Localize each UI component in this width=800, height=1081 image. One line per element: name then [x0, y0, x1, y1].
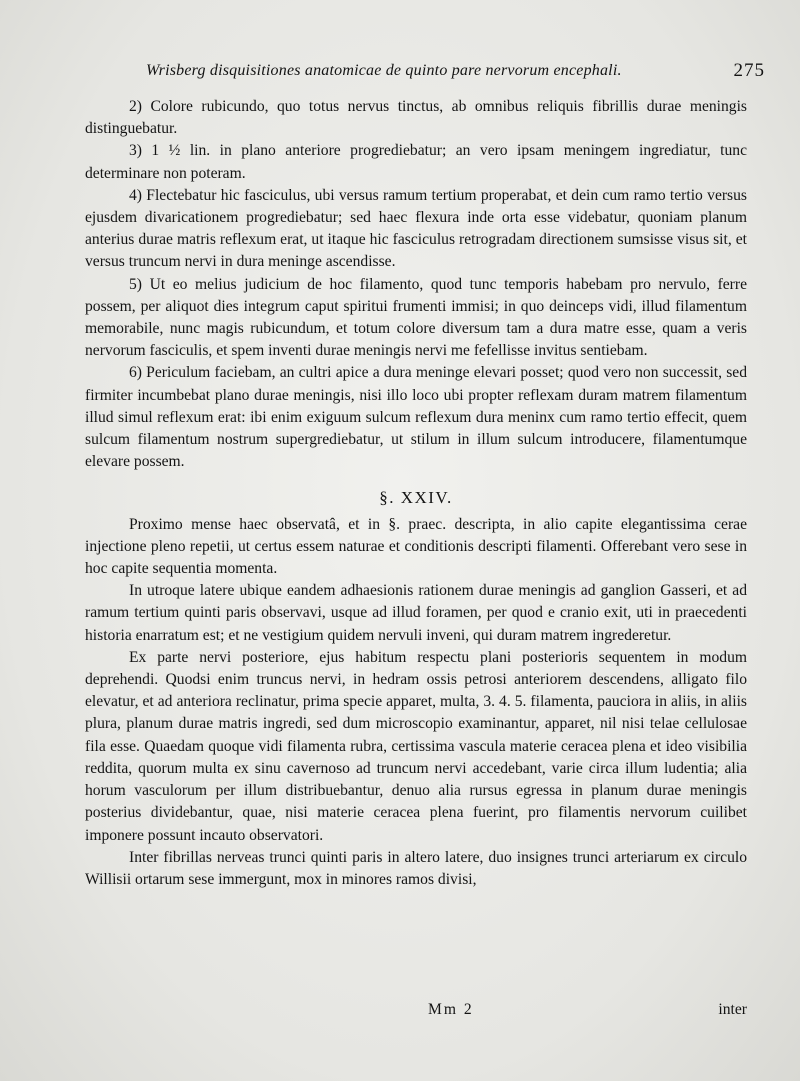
- paragraph-utroque: In utroque latere ubique eandem adhaesionis rationem durae meningis ad ganglion Gasseri, et ad ramum tertium quinti paris observavi, usque ad illud foramen, per quod e cranio exit, uti in praecedenti historia enarratum est; et ne vestigium quidem nervuli inveni, qui duram matrem ingrederetur.: [85, 582, 747, 644]
- paragraph-proximo: Proximo mense haec observatâ, et in §. praec. descripta, in alio capite elegantissima cerae injectione pleno repetii, ut certus essem naturae et conditionis descripti filamenti. Offerebant vero sese in hoc capite sequentia momenta.: [85, 515, 747, 578]
- paragraph-fibrillas: Inter fibrillas nerveas trunci quinti paris in altero latere, duo insignes trunci arteriarum ex circulo Willisii ortarum sese immergunt, mox in minores ramos divisi,: [85, 848, 747, 888]
- body-text: [85, 96, 747, 891]
- running-title: Wrisberg disquisitiones anatomicae de quinto pare nervorum encephali.: [146, 62, 622, 79]
- page-number: 275: [733, 60, 765, 81]
- signature-mark: Mm 2: [428, 1001, 474, 1018]
- catchword: inter: [718, 1001, 747, 1018]
- paragraph-3: 3) 1 ½ lin. in plano anteriore progrediebatur; an vero ipsam meningem ingrediatur, tunc determinare non poteram.: [85, 142, 747, 182]
- section-heading: §. XXIV.: [379, 488, 453, 508]
- paragraph-posteriore: Ex parte nervi posteriore, ejus habitum respectu plani posterioris sequentem in modum deprehendi. Quodsi enim truncus nervi, in hedram ossis petrosi anteriorem descendens, alligato filo elevatur, et ad anteriora reclinatur, prima specie apparet, multa, 3. 4. 5. filamenta, pauciora in aliis, in aliis plura, planum durae matris ingredi, sed dum microscopio examinantur, apparet, nil nisi telae cellulosae fila esse. Quaedam quoque vidi filamenta rubra, certissima vascula materie ceracea plena et ideo visibilia reddita, quorum multa ex sinu cavernoso ad truncum nervi accedebant, varie circa illum ludentia; alia horum vasculorum per illum distribuebantur, denuo alia rursus egressa in planum durae meningis posterius dividebantur, quae, nisi materie ceracea plena fuerint, pro filamentis nervorum cuilibet imponere possunt incauto observatori.: [85, 648, 747, 844]
- page-footer: [85, 1001, 747, 1023]
- paragraph-4: 4) Flectebatur hic fasciculus, ubi versus ramum tertium properabat, et dein cum ramo tertio versus ejusdem divaricationem progrediebatur; sed haec flexura inde orta esse videbatur, quoniam planum anterius durae matris reflexum erat, ut itaque hic fasciculus retrogradam directionem sumsisse visus sit, et versus truncum nervi in dura meninge ascendisse.: [85, 186, 747, 271]
- paragraph-2: 2) Colore rubicundo, quo totus nervus tinctus, ab omnibus reliquis fibrillis durae meningis distinguebatur.: [85, 98, 747, 138]
- page-header: [140, 62, 765, 88]
- paragraph-5: 5) Ut eo melius judicium de hoc filamento, quod tunc temporis habebam pro nervulo, ferre possem, per aliquot dies integrum caput spiritui frumenti immisi; in quo deinceps vidi, illud filamentum memorabile, nunc magis rubicundum, et totum colore diversum tam a dura matre esse, quam a veris nervorum fasciculis, et spem inventi durae meningis nervi me fefellisse invitus sentiebam.: [85, 275, 747, 360]
- paragraph-6: 6) Periculum faciebam, an cultri apice a dura meninge elevari posset; quod vero non successit, sed firmiter incumbebat plano durae meningis, nisi illo loco ubi propter reflexam duram matrem filamentum illud simul reflexum erat: ibi enim exiguum sulcum reflexum dura meninx cum ramo tertio effecit, quem sulcum filamentum nostrum supergrediebatur, ut stilum in illum sulcum introducere, filamentumque elevare possem.: [85, 364, 747, 471]
